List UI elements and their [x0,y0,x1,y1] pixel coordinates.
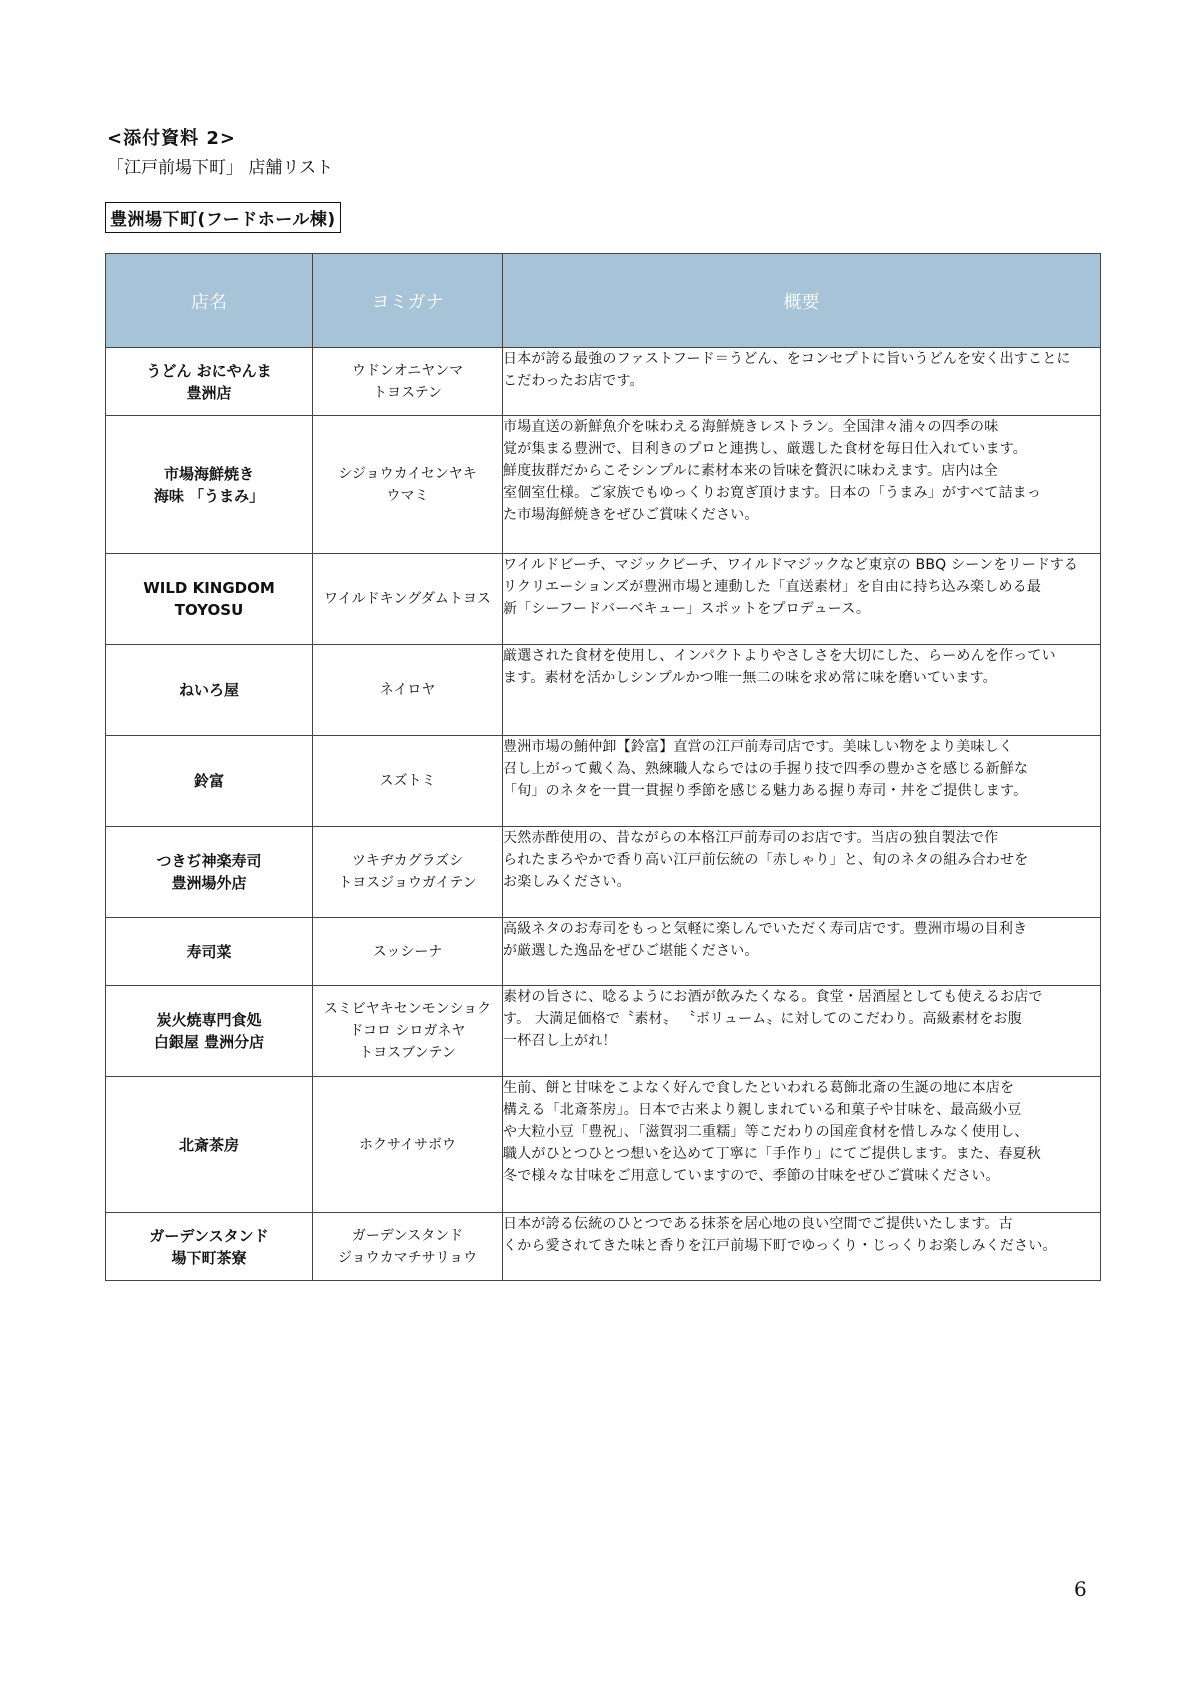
store-description-line: 高級ネタのお寿司をもっと気軽に楽しんでいただく寿司店です。豊洲市場の目利き [503,921,1028,937]
store-name-cell [106,416,313,554]
store-name-cell [106,348,313,416]
store-kana-line: ホクサイサボウ [358,1136,457,1153]
table-row [106,348,1101,416]
store-kana-cell [313,348,503,416]
column-header-kana: ヨミガナ [313,254,503,348]
store-name-line: WILD KINGDOM [143,579,275,597]
store-kana-line: ガーデンスタンド [351,1227,464,1244]
store-description-cell [503,1213,1101,1281]
store-name-line: つきぢ神楽寿司 [156,852,262,870]
list-title: 「江戸前場下町」 店舗リスト [107,158,334,178]
store-name-line: 場下町茶寮 [171,1248,247,1267]
store-name-cell [106,736,313,827]
store-description-line: 天然赤酢使用の、昔ながらの本格江戸前寿司のお店です。当店の独自製法で作 [503,830,999,846]
store-description-cell [503,416,1101,554]
store-description-line: 「旬」のネタを一貫一貫握り季節を感じる魅力ある握り寿司・丼をご提供します。 [503,783,1028,799]
store-description-line: ます。素材を活かしシンプルかつ唯一無二の味を求め常に味を磨いています。 [503,670,997,686]
store-description-cell [503,986,1101,1077]
store-description-line: 日本が誇る最強のファストフード＝うどん、をコンセプトに旨いうどんを安く出すことに [503,351,1071,367]
store-name-line: 海味 「うまみ」 [153,486,265,505]
store-kana-cell [313,918,503,986]
store-description-line: 冬で様々な甘味をご用意していますので、季節の甘味をぜひご賞味ください。 [503,1168,1000,1184]
store-description-line: 室個室仕様。ご家族でもゆっくりお寛ぎ頂けます。日本の「うまみ」がすべて詰まっ [503,485,1042,501]
store-kana-line: トヨスジョウガイテン [338,875,477,891]
store-description-line: 豊洲市場の鮪仲卸【鈴富】直営の江戸前寿司店です。美味しい物をより美味しく [503,739,1014,755]
store-description-line: ワイルドビーチ、マジックビーチ、ワイルドマジックなど東京の BBQ シーンをリードする [503,557,1079,573]
section-title: 豊洲場下町(フードホール棟) [105,202,341,233]
table-header-row [106,254,1101,348]
column-header-description: 概要 [503,254,1101,348]
store-description-line: くから愛されてきた味と香りを江戸前場下町でゆっくり・じっくりお楽しみください。 [503,1238,1057,1254]
store-name-cell [106,1077,313,1213]
store-kana-line: トヨステン [372,384,443,401]
store-name-cell [106,918,313,986]
store-kana-cell [313,986,503,1077]
store-description-line: 構える「北斎茶房」。日本で古来より親しまれている和菓子や甘味を、最高級小豆 [503,1102,1022,1118]
store-kana-line: シジョウカイセンヤキ [338,465,477,482]
store-name-line: 炭火焼専門食処 [156,1011,262,1029]
store-kana-cell [313,827,503,918]
store-table [105,253,1101,1281]
store-description-cell [503,348,1101,416]
column-header-name: 店名 [106,254,313,348]
store-kana-line: スミビヤキセンモンショク [323,1001,492,1017]
store-name-line: うどん おにやんま [146,361,272,380]
store-kana-line: スズトミ [379,773,436,789]
store-description-cell [503,827,1101,918]
table-row [106,736,1101,827]
store-kana-line: ネイロヤ [379,682,436,698]
store-kana-cell [313,1077,503,1213]
store-kana-line: スッシーナ [372,943,443,960]
store-description-line: 厳選された食材を使用し、インパクトよりやさしさを大切にした、らーめんを作ってい [503,648,1056,664]
store-description-line: す。 大満足価格で〝素材〟 〝ボリューム〟に対してのこだわり。高級素材をお腹 [503,1011,1022,1027]
store-name-line: 北斎茶房 [178,1135,239,1154]
store-kana-cell [313,736,503,827]
store-description-line: リクリエーションズが豊洲市場と連動した「直送素材」を自由に持ち込み楽しめる最 [503,579,1042,595]
store-name-line: ガーデンスタンド [149,1226,269,1245]
store-name-cell [106,1213,313,1281]
store-name-line: 市場海鮮焼き [163,464,254,483]
page-number: 6 [1074,1577,1087,1601]
store-description-line: 一杯召し上がれ！ [503,1033,617,1049]
table-row [106,645,1101,736]
store-name-cell [106,986,313,1077]
store-kana-line: ウドンオニヤンマ [351,362,464,379]
store-description-line: お楽しみください。 [503,874,631,890]
store-description-line: られたまろやかで香り高い江戸前伝統の「赤しゃり」と、旬のネタの組み合わせを [503,852,1029,868]
table-row [106,918,1101,986]
store-description-line: 市場直送の新鮮魚介を味わえる海鮮焼きレストラン。全国津々浦々の四季の味 [503,419,999,435]
store-name-line: 豊洲場外店 [171,874,247,892]
store-description-line: 鮮度抜群だからこそシンプルに素材本来の旨味を贅沢に味わえます。店内は全 [503,463,998,479]
store-name-line: TOYOSU [174,601,244,619]
store-kana-cell [313,416,503,554]
store-name-line: 豊洲店 [186,383,232,402]
store-description-line: 職人がひとつひとつ想いを込めて丁寧に「手作り」にてご提供します。また、春夏秋 [503,1146,1041,1162]
store-name-cell [106,645,313,736]
store-description-line: 日本が誇る伝統のひとつである抹茶を居心地の良い空間でご提供いたします。古 [503,1216,1013,1232]
store-description-cell [503,1077,1101,1213]
table-row [106,416,1101,554]
store-name-cell [106,554,313,645]
store-name-cell [106,827,313,918]
store-name-line: 寿司菜 [186,942,232,961]
store-description-line: 新「シーフードバーベキュー」スポットをプロデュース。 [503,601,871,617]
store-kana-cell [313,554,503,645]
table-row [106,1213,1101,1281]
store-kana-line: ツキヂカグラズシ [351,853,464,869]
store-kana-line: ドコロ シロガネヤ [349,1023,466,1039]
store-description-line: や大粒小豆「豊祝」、「滋賀羽二重糯」等こだわりの国産食材を惜しみなく使用し、 [503,1124,1029,1140]
store-name-line: 白銀屋 豊洲分店 [153,1033,265,1051]
table-row [106,554,1101,645]
store-description-line: が厳選した逸品をぜひご堪能ください。 [503,943,759,959]
store-name-line: 鈴富 [193,772,224,790]
table-row [106,827,1101,918]
store-description-line: た市場海鮮焼きをぜひご賞味ください。 [503,507,759,523]
table-row [106,986,1101,1077]
store-description-cell [503,736,1101,827]
store-description-line: 素材の旨さに、唸るようにお酒が飲みたくなる。食堂・居酒屋としても使えるお店で [503,989,1043,1005]
store-description-cell [503,918,1101,986]
store-kana-line: ワイルドキングダムトヨス [324,591,491,607]
store-description-line: 召し上がって戴く為、熟練職人ならではの手握り技で四季の豊かさを感じる新鮮な [503,761,1029,777]
store-kana-line: ジョウカマチサリョウ [337,1249,478,1266]
store-description-line: こだわったお店です。 [503,373,644,389]
attachment-label: <添付資料 2> [107,128,236,149]
store-description-line: 覚が集まる豊洲で、目利きのプロと連携し、厳選した食材を毎日仕入れています。 [503,441,1027,457]
store-kana-cell [313,645,503,736]
store-kana-cell [313,1213,503,1281]
table-row [106,1077,1101,1213]
store-description-cell [503,645,1101,736]
store-kana-line: トヨスブンテン [359,1045,456,1061]
store-description-cell [503,554,1101,645]
store-name-line: ねいろ屋 [178,681,239,699]
store-description-line: 生前、餅と甘味をこよなく好んで食したといわれる葛飾北斎の生誕の地に本店を [503,1080,1015,1096]
store-kana-line: ウマミ [386,487,429,504]
